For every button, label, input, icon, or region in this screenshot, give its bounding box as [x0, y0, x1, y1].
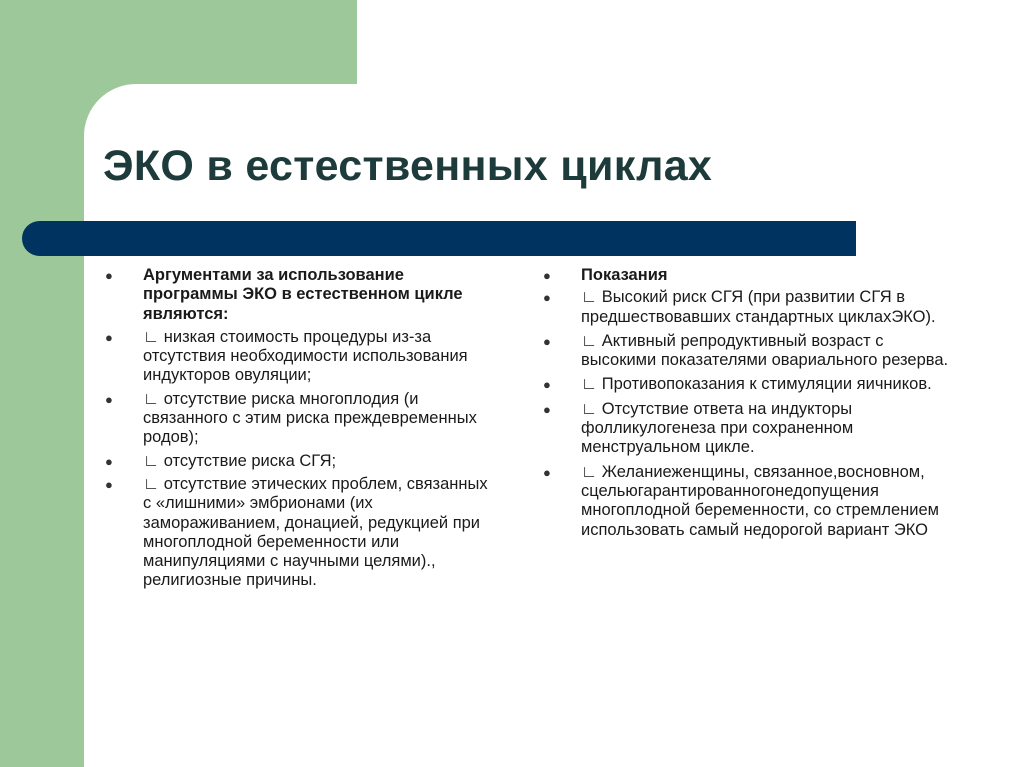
list-item: [100, 390, 500, 448]
title-underline-bar: [22, 221, 856, 256]
bullet-icon: ●: [105, 453, 113, 469]
left-column-list: [100, 266, 500, 595]
list-item: [538, 332, 958, 371]
bullet-icon: ●: [543, 401, 551, 417]
list-item: [100, 328, 500, 386]
list-item: [100, 452, 500, 471]
bullet-icon: ●: [543, 268, 551, 283]
bullet-icon: ●: [105, 476, 113, 492]
list-item-text: ∟ отсутствие риска СГЯ;: [143, 451, 337, 470]
list-item-text: ∟ Противопоказания к стимуляции яичников.: [581, 375, 932, 394]
slide-title: ЭКО в естественных циклах: [103, 142, 713, 190]
bullet-icon: ●: [105, 391, 113, 407]
list-item: [100, 475, 500, 591]
bullet-icon: ●: [543, 377, 551, 393]
list-item: [100, 266, 500, 324]
list-item: [538, 266, 958, 285]
bullet-icon: ●: [105, 329, 113, 345]
list-item-text: ∟ низкая стоимость процедуры из-за отсутствия необходимости использования индукторов овуляции;: [143, 327, 468, 385]
list-item: [538, 463, 958, 540]
bullet-icon: ●: [543, 464, 551, 480]
list-item-text: ∟ отсутствие риска многоплодия (и связанного с этим риска преждевременных родов);: [143, 389, 477, 447]
list-item-text: ∟ Активный репродуктивный возраст с высокими показателями овариального резерва.: [581, 331, 949, 370]
bullet-icon: ●: [543, 333, 551, 349]
bullet-icon: ●: [543, 290, 551, 306]
list-item-text: ∟ Высокий риск СГЯ (при развитии СГЯ в предшествовавших стандартных циклахЭКО).: [581, 288, 936, 326]
list-item-text: Показания: [581, 266, 668, 284]
list-item: [538, 375, 958, 394]
list-item-text: ∟ отсутствие этических проблем, связанных с «лишними» эмбрионами (их замораживанием, донацией, редукцией при многоплодной беременности или манипуляциями с научными целями)., религиозные причины.: [143, 474, 488, 590]
right-column-list: [538, 266, 958, 545]
list-item-text: Аргументами за использование программы ЭКО в естественном цикле являются:: [143, 266, 463, 323]
list-item: [538, 400, 958, 458]
list-item-text: ∟ Желаниеженщины, связанное,восновном, сцельюгарантированногонедопущения многоплодной беременности, со стремлением использовать самый недорогой вариант ЭКО: [581, 462, 940, 539]
list-item: [538, 288, 958, 327]
bullet-icon: ●: [105, 268, 113, 283]
list-item-text: ∟ Отсутствие ответа на индукторы фолликулогенеза при сохраненном менструальном цикле.: [581, 399, 854, 457]
